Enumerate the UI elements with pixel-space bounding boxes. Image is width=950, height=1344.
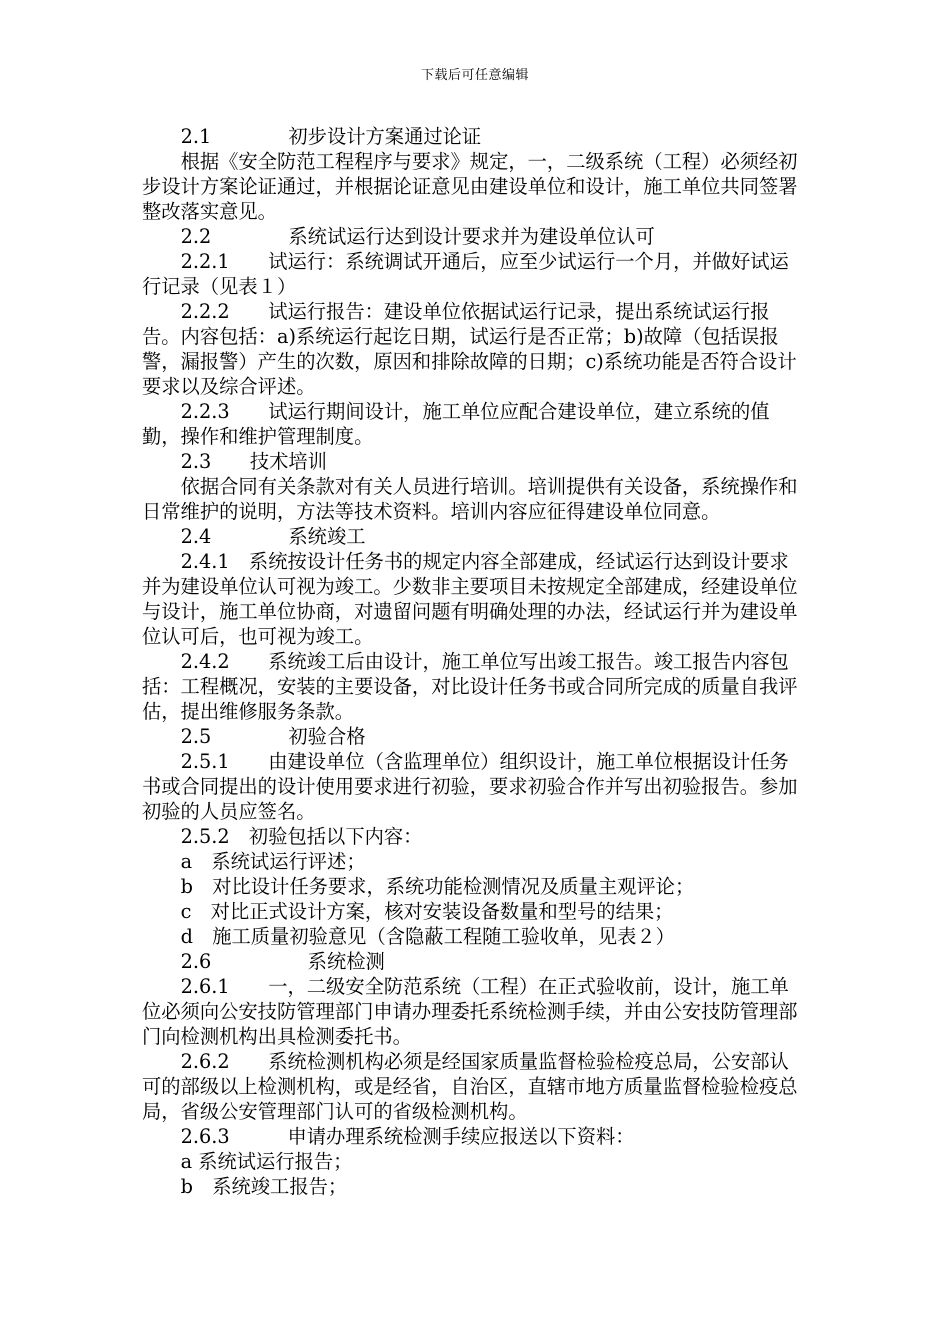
paragraph: 2.2.2 试运行报告：建设单位依据试运行记录，提出系统试运行报告。内容包括：a)系统运行起讫日期，试运行是否正常；b)故障（包括误报警，漏报警）产生的次数，原因和排除故障的日期；c)系统功能是否符合设计要求以及综合评述。 bbox=[142, 300, 797, 398]
paragraph: 2.2 系统试运行达到设计要求并为建设单位认可 bbox=[180, 225, 655, 248]
paragraph: 根据《安全防范工程程序与要求》规定，一，二级系统（工程）必须经初步设计方案论证通过，并根据论证意见由建设单位和设计，施工单位共同签署整改落实意见。 bbox=[142, 150, 798, 223]
paragraph: a 系统试运行评述； bbox=[180, 850, 366, 873]
paragraph: b 系统竣工报告； bbox=[180, 1175, 348, 1198]
paragraph: 2.3 技术培训 bbox=[180, 450, 327, 473]
paragraph: c 对比正式设计方案，核对安装设备数量和型号的结果； bbox=[180, 900, 674, 923]
paragraph: 依据合同有关条款对有关人员进行培训。培训提供有关设备，系统操作和日常维护的说明，方法等技术资料。培训内容应征得建设单位同意。 bbox=[142, 475, 798, 523]
page-header-note: 下载后可任意编辑 bbox=[420, 68, 529, 83]
paragraph: 2.2.1 试运行：系统调试开通后，应至少试运行一个月，并做好试运行记录（见表１） bbox=[142, 250, 789, 298]
paragraph: 2.5.2 初验包括以下内容： bbox=[180, 825, 423, 848]
paragraph: 2.6 系统检测 bbox=[180, 950, 385, 973]
paragraph: 2.6.1 一，二级安全防范系统（工程）在正式验收前，设计，施工单位必须向公安技防管理部门申请办理委托系统检测手续，并由公安技防管理部门向检测机构出具检测委托书。 bbox=[142, 975, 798, 1048]
paragraph: 2.4.1 系统按设计任务书的规定内容全部建成，经试运行达到设计要求并为建设单位认可视为竣工。少数非主要项目未按规定全部建成，经建设单位与设计，施工单位协商，对遗留问题有明确处理的办法，经试运行并为建设单位认可后，也可视为竣工。 bbox=[142, 550, 798, 648]
paragraph: 2.5.1 由建设单位（含监理单位）组织设计，施工单位根据设计任务书或合同提出的设计使用要求进行初验，要求初验合作并写出初验报告。参加初验的人员应签名。 bbox=[142, 750, 798, 823]
paragraph: 2.5 初验合格 bbox=[180, 725, 366, 748]
paragraph: b 对比设计任务要求，系统功能检测情况及质量主观评论； bbox=[180, 875, 695, 898]
paragraph: 2.4 系统竣工 bbox=[180, 525, 366, 548]
paragraph: 2.4.2 系统竣工后由设计，施工单位写出竣工报告。竣工报告内容包括：工程概况，安装的主要设备，对比设计任务书或合同所完成的质量自我评估，提出维修服务条款。 bbox=[142, 650, 798, 723]
paragraph: 2.2.3 试运行期间设计，施工单位应配合建设单位，建立系统的值勤，操作和维护管理制度。 bbox=[142, 400, 770, 448]
document-body bbox=[142, 124, 806, 1199]
paragraph: d 施工质量初验意见（含隐蔽工程随工验收单，见表２） bbox=[180, 925, 675, 948]
paragraph: a 系统试运行报告； bbox=[180, 1150, 353, 1173]
paragraph: 2.6.3 申请办理系统检测手续应报送以下资料： bbox=[180, 1125, 635, 1148]
paragraph: 2.6.2 系统检测机构必须是经国家质量监督检验检疫总局，公安部认可的部级以上检测机构，或是经省，自治区，直辖市地方质量监督检验检疫总局，省级公安管理部门认可的省级检测机构。 bbox=[142, 1050, 798, 1123]
paragraph: 2.1 初步设计方案通过论证 bbox=[180, 125, 482, 148]
